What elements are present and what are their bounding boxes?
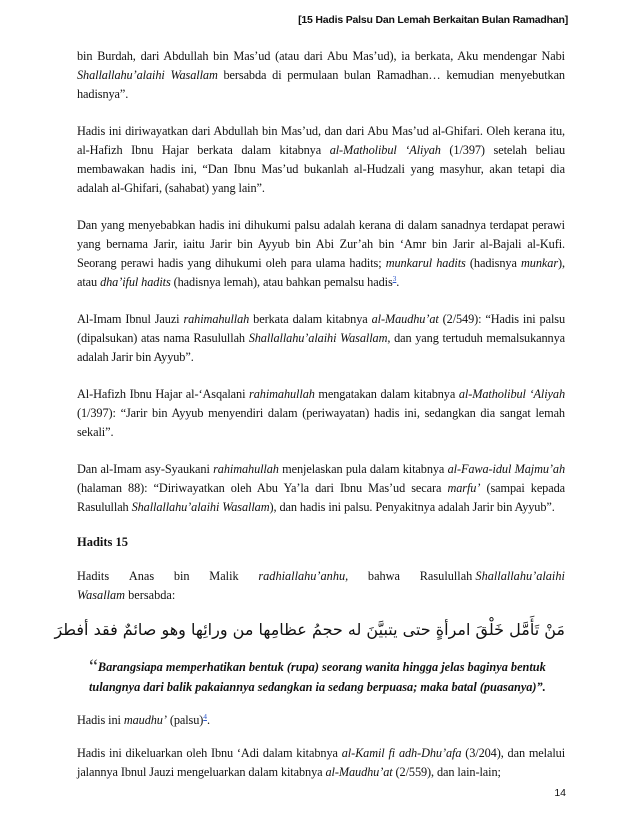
page-number: 14 (554, 787, 566, 799)
footnote-ref-3[interactable]: 3 (392, 273, 397, 283)
paragraph-8: Hadis ini maudhu’ (palsu)$^4$. (77, 711, 210, 727)
quote-mark: “ (89, 656, 98, 678)
page-body (54, 47, 566, 800)
hadits-intro-line: Hadits Anas bin Malik radhiallahu’anhu, bahwa Rasulullah Shallallahu’alaihi (77, 569, 565, 583)
paragraph-9: Hadis ini dikeluarkan oleh Ibnu ‘Adi dalam kitabnya al-Kamil fi adh-Dhu’afa (3/204), dan melalui jalannya Ibnul Jauzi mengeluarkan dalam kitabnya al-Maudhu’at (2/559), dan lain-lain; (77, 746, 566, 779)
paragraph-3: Dan yang menyebabkan hadis ini dihukumi palsu adalah kerana di dalam sanadnya terdapat perawi yang bernama Jarir, iaitu Jarir bin Ayyub bin Abi Zur’ah bin ‘Amr bin Jarir al-Bajali al-Kufi. Seorang perawi hadis yang dihukumi oleh para ulama hadits; munkarul hadits (hadisnya munkar), atau dha’iful hadits (hadisnya lemah), atau bahkan pemalsu hadis$^3$. (77, 218, 565, 289)
paragraph-2: Hadis ini diriwayatkan dari Abdullah bin Mas’ud, dan dari Abu Mas’ud al-Ghifari. Oleh kerana itu, al-Hafizh Ibnu Hajar berkata dalam kitabnya al-Matholibul ‘Aliyah (1/397) setelah beliau membawakan hadis ini, “Dan Ibnu Mas’ud bukanlah al-Hudzali yang masyhur, akan tetapi dia adalah al-Ghifari, (sahabat) yang lain”. (77, 124, 566, 195)
running-header: [15 Hadis Palsu Dan Lemah Berkaitan Bulan Ramadhan] (298, 14, 568, 26)
paragraph-6: Dan al-Imam asy-Syaukani rahimahullah menjelaskan pula dalam kitabnya al-Fawa-idul Majmu’ah (halaman 88): “Diriwayatkan oleh Abu Ya’la dari Ibnu Mas’ud secara marfu’ (sampai kepada Rasulullah Shallallahu’alaihi Wasallam), dan hadis ini palsu. Penyakitnya adalah Jarir bin Ayyub”. (77, 462, 565, 514)
section-heading: Hadits 15 (77, 535, 129, 549)
translation-quote: “Barangsiapa memperhatikan bentuk (rupa) seorang wanita hingga jelas baginya bentuk tulangnya dari balik pakaiannya sedangkan ia sedang berpuasa; maka batal (puasanya)”. (89, 656, 546, 694)
arabic-hadith-text: مَنْ تَأَمَّل خَلْقَ امرأةٍ حتى يتبيَّنَ له حجمُ عظامِها من ورائِها وهو صائمٌ فقد أفطرَ (54, 620, 565, 639)
paragraph-1: bin Burdah, dari Abdullah bin Mas’ud (atau dari Abu Mas’ud), ia berkata, Aku mendengar Nabi Shallallahu’alaihi Wasallam bersabda di permulaan bulan Ramadhan… kemudian menyebutkan hadisnya”. (77, 49, 565, 101)
paragraph-4: Al-Imam Ibnul Jauzi rahimahullah berkata dalam kitabnya al-Maudhu’at (2/549): “Hadis ini palsu (dipalsukan) atas nama Rasulullah Shallallahu’alaihi Wasallam, dan yang tertuduh memalsukannya adalah Jarir bin Ayyub”. (77, 312, 565, 364)
paragraph-5: Al-Hafizh Ibnu Hajar al-‘Asqalani rahimahullah mengatakan dalam kitabnya al-Matholibul ‘Aliyah (1/397): “Jarir bin Ayyub menyendiri dalam (periwayatan) hadis ini, sedangkan dia sangat lemah sekali”. (77, 387, 565, 439)
paragraph-7: Hadits Anas bin Malik radhiallahu’anhu, bahwa Rasulullah Shallallahu’alaihi Wasallam bersabda: (77, 569, 565, 602)
footnote-ref-4[interactable]: 4 (203, 711, 207, 721)
